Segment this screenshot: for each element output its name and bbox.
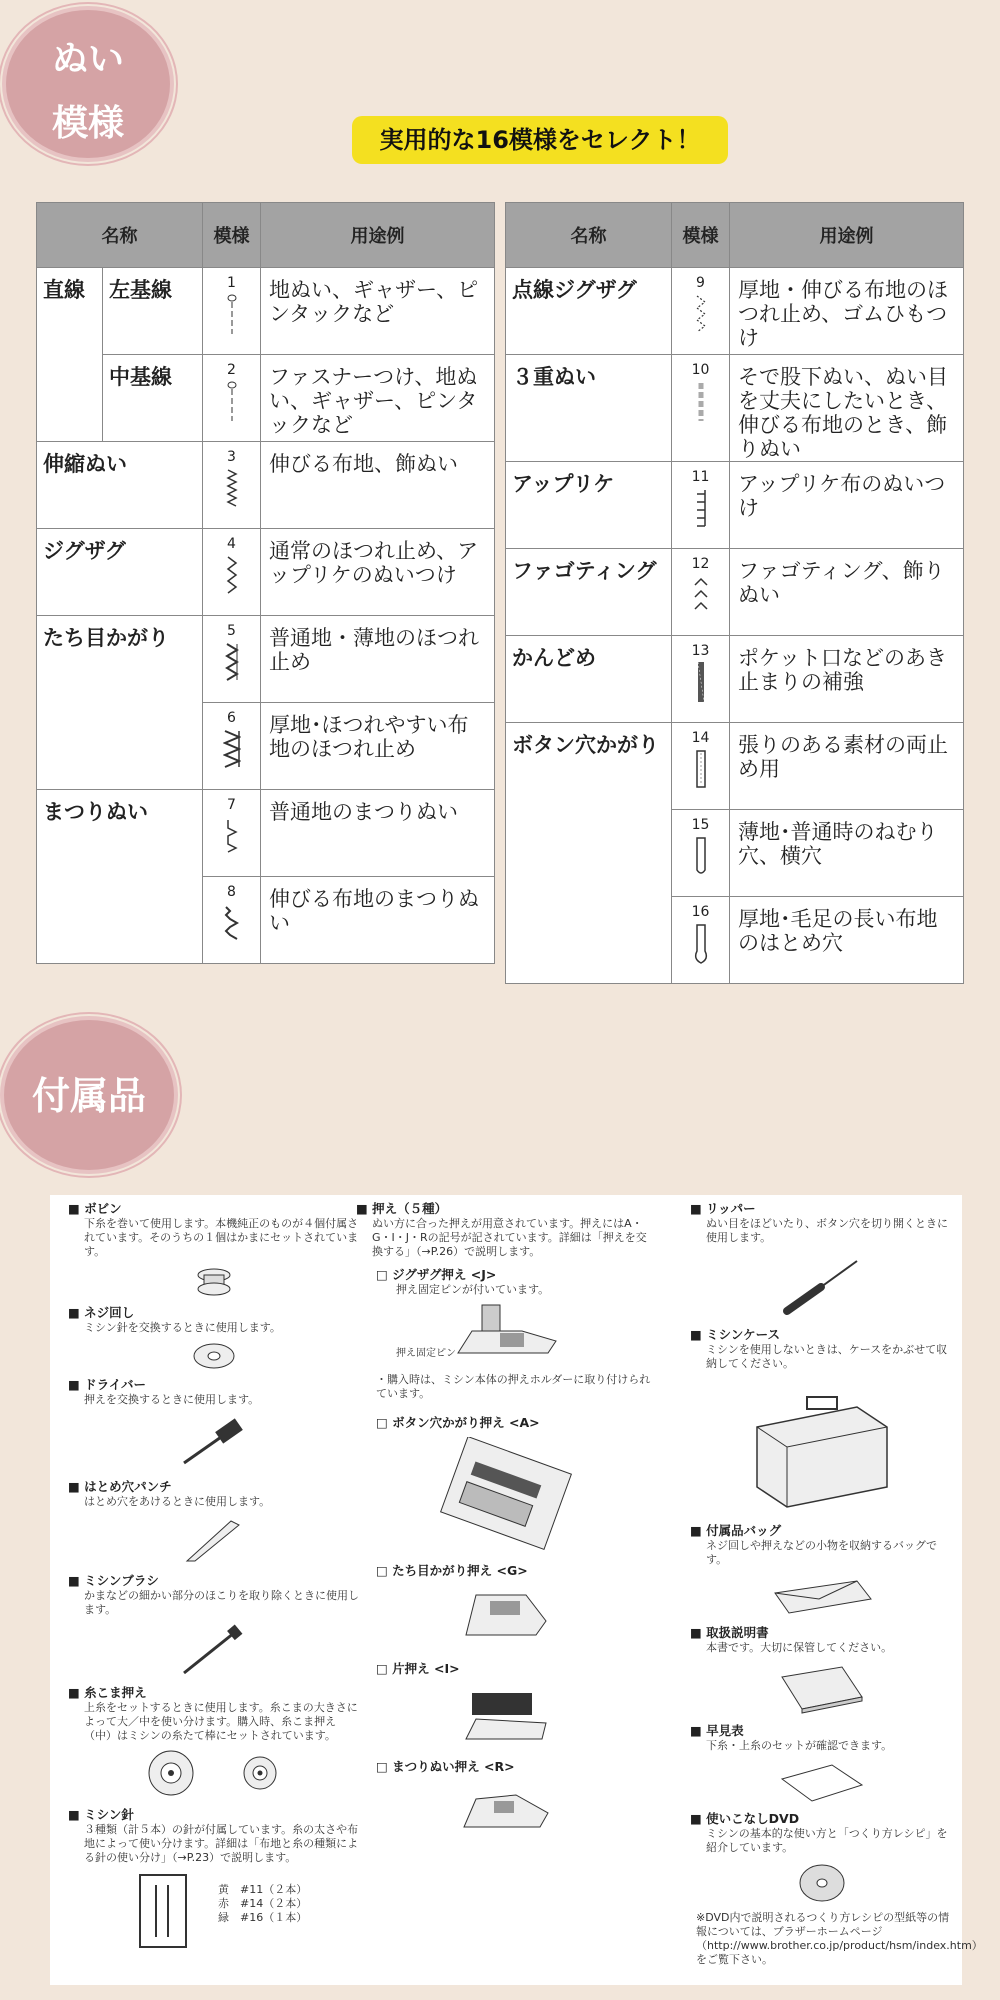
buttonhole-keyhole-icon xyxy=(693,921,709,965)
needle-pack-icon xyxy=(138,1873,188,1949)
section-badge-accessories xyxy=(4,1020,174,1170)
screwdriver-icon xyxy=(174,1413,254,1473)
accessory-text: 下糸を巻いて使用します。本機純正のものが４個付属されています。そのうちの１個はかまにセットされています。 xyxy=(84,1217,359,1258)
pattern-number: 6 xyxy=(227,710,236,726)
bartack-stitch-icon xyxy=(694,660,708,704)
use-text: ファスナーつけ、地ぬい、ギャザー、ピンタックなど xyxy=(261,355,495,442)
accessory-text: 本書です。大切に保管してください。 xyxy=(706,1641,893,1654)
pattern-cell xyxy=(203,268,261,355)
pattern-number: 4 xyxy=(227,536,236,552)
table-row xyxy=(37,268,495,355)
accessory-title: ■ 押え（５種） xyxy=(356,1201,656,1217)
banner: 実用的な16模様をセレクト！ xyxy=(352,116,728,164)
stitch-name: 点線ジグザグ xyxy=(506,268,672,355)
table-row xyxy=(506,549,964,636)
accessory-title: ■ 糸こま押え xyxy=(68,1685,360,1701)
zigzag-foot-icon xyxy=(452,1301,562,1365)
use-text: 地ぬい、ギャザー、ピンタックなど xyxy=(261,268,495,355)
accessory-text: 上糸をセットするときに使用します。糸こまの大きさによって大／中を使い分けます。購入時、糸こま押え（中）はミシンの糸たて棒にセットされています。 xyxy=(84,1701,358,1742)
foot-text: 押え固定ピンが付いています。 xyxy=(396,1283,550,1296)
accessory-text: ぬい目をほどいたり、ボタン穴を切り開くときに使用します。 xyxy=(706,1217,948,1244)
table-row xyxy=(37,529,495,616)
use-text: 伸びる布地、飾ぬい xyxy=(261,442,495,529)
accessory-title: ■ ボビン xyxy=(68,1201,360,1217)
pattern-number: 8 xyxy=(227,884,236,900)
seam-ripper-icon xyxy=(767,1251,877,1321)
foot-title: □ ボタン穴かがり押え <A> xyxy=(376,1415,656,1431)
stitch-name: 中基線 xyxy=(103,355,203,442)
stitch-name: 伸縮ぬい xyxy=(37,442,203,529)
table-row xyxy=(506,355,964,462)
table-row xyxy=(37,355,495,442)
pin-label: 押え固定ピン xyxy=(396,1348,456,1359)
header-use: 用途例 xyxy=(261,203,495,268)
tricot-stitch-icon xyxy=(694,292,708,336)
straight-stitch-icon xyxy=(225,292,239,336)
needle-block xyxy=(68,1871,360,1951)
header-pattern: 模様 xyxy=(672,203,730,268)
pattern-number: 14 xyxy=(691,730,710,746)
pattern-number: 10 xyxy=(691,362,710,378)
stitch-table-left xyxy=(36,202,495,964)
stitch-table-right xyxy=(505,202,964,984)
header-use: 用途例 xyxy=(730,203,964,268)
bobbin-icon xyxy=(194,1265,234,1299)
accessories-column-2 xyxy=(356,1201,656,1847)
use-text: そで股下ぬい、ぬい目を丈夫にしたいとき、伸びる布地のとき、飾りぬい xyxy=(730,355,964,462)
buttonhole-round-icon xyxy=(694,834,708,878)
accessory-text: ミシンの基本的な使い方と「つくり方レシピ」を紹介しています。 xyxy=(706,1827,948,1854)
use-text: 普通地のまつりぬい xyxy=(261,790,495,877)
accessory-text: 下糸・上糸のセットが確認できます。 xyxy=(706,1739,893,1752)
stretch-blind-hem-stitch-icon xyxy=(223,901,241,945)
accessory-title: ■ 早見表 xyxy=(690,1723,954,1739)
pattern-cell xyxy=(672,723,730,810)
pattern-cell xyxy=(672,268,730,355)
needle-item: 赤 #14（２本） xyxy=(218,1897,308,1910)
accessory-title: ■ ミシン針 xyxy=(68,1807,360,1823)
eyelet-punch-icon xyxy=(179,1515,249,1567)
use-text: 厚地･毛足の長い布地のはとめ穴 xyxy=(730,897,964,984)
quick-reference-icon xyxy=(772,1759,872,1805)
sewing-machine-case-icon xyxy=(737,1377,907,1517)
badge-line1: ぬい xyxy=(51,39,124,80)
header-name: 名称 xyxy=(37,203,203,268)
table-row xyxy=(37,790,495,877)
stitch-name: かんどめ xyxy=(506,636,672,723)
pattern-cell xyxy=(203,355,261,442)
accessory-text: ミシンを使用しないときは、ケースをかぶせて収納してください。 xyxy=(706,1343,948,1370)
accessory-title: ■ ネジ回し xyxy=(68,1305,360,1321)
brush-icon xyxy=(174,1623,254,1679)
pattern-cell xyxy=(672,462,730,549)
accessory-text: かまなどの細かい部分のほこりを取り除くときに使用します。 xyxy=(84,1589,359,1616)
needle-list xyxy=(218,1883,307,1925)
pattern-cell xyxy=(203,790,261,877)
stitch-name: ３重ぬい xyxy=(506,355,672,462)
badge-label: 付属品 xyxy=(31,1074,146,1118)
stitch-name: 左基線 xyxy=(103,268,203,355)
table-row xyxy=(506,723,964,810)
pattern-number: 1 xyxy=(227,275,236,291)
pattern-cell xyxy=(672,355,730,462)
use-text: 張りのある素材の両止め用 xyxy=(730,723,964,810)
pattern-number: 15 xyxy=(691,817,710,833)
foot-note: ・購入時は、ミシン本体の押えホルダーに取り付けられています。 xyxy=(376,1373,651,1400)
use-text: 厚地・伸びる布地のほつれ止め、ゴムひもつけ xyxy=(730,268,964,355)
pattern-cell xyxy=(203,703,261,790)
pattern-number: 11 xyxy=(691,469,710,485)
table-row xyxy=(506,462,964,549)
header-name: 名称 xyxy=(506,203,672,268)
foot-title: □ たち目かがり押え <G> xyxy=(376,1563,656,1579)
use-text: 伸びる布地のまつりぬい xyxy=(261,877,495,964)
pattern-cell xyxy=(203,529,261,616)
needle-item: 黄 #11（２本） xyxy=(218,1883,308,1896)
accessory-text: はとめ穴をあけるときに使用します。 xyxy=(84,1495,271,1508)
dvd-icon xyxy=(797,1861,847,1905)
stretch-stitch-icon xyxy=(225,466,239,510)
foot-title: □ ジグザグ押え <J> xyxy=(376,1267,656,1283)
table-row xyxy=(37,616,495,703)
accessory-title: ■ リッパー xyxy=(690,1201,954,1217)
pattern-number: 5 xyxy=(227,623,236,639)
pattern-cell xyxy=(203,877,261,964)
pattern-number: 2 xyxy=(227,362,236,378)
spool-caps xyxy=(68,1747,360,1803)
pattern-number: 12 xyxy=(691,556,710,572)
spool-cap-medium-icon xyxy=(235,1747,285,1799)
accessory-text: ミシン針を交換するときに使用します。 xyxy=(84,1321,281,1334)
stitch-name: ジグザグ xyxy=(37,529,203,616)
needle-item: 緑 #16（１本） xyxy=(218,1911,308,1924)
pattern-cell xyxy=(672,549,730,636)
fagoting-stitch-icon xyxy=(693,573,709,617)
dvd-note: ※DVD内で説明されるつくり方レシピの型紙等の情報については、ブラザーホームページ（http://www.brother.co.jp/product/hsm/index.htm）をご覧下さい。 xyxy=(696,1911,983,1966)
pattern-number: 3 xyxy=(227,449,236,465)
use-text: 厚地･ほつれやすい布地のほつれ止め xyxy=(261,703,495,790)
accessories-panel xyxy=(50,1195,983,1985)
overcast-stitch-icon xyxy=(224,640,240,684)
accessory-text: ネジ回しや押えなどの小物を収納するバッグです。 xyxy=(706,1539,937,1566)
accessory-title: ■ ドライバー xyxy=(68,1377,360,1393)
accessory-title: ■ ミシンケース xyxy=(690,1327,954,1343)
foot-title: □ 片押え <I> xyxy=(376,1661,656,1677)
pattern-cell xyxy=(203,616,261,703)
table-row xyxy=(506,268,964,355)
table-row xyxy=(37,442,495,529)
spool-cap-large-icon xyxy=(143,1747,199,1799)
stitch-name: アップリケ xyxy=(506,462,672,549)
accessory-bag-icon xyxy=(767,1573,877,1619)
accessory-title: ■ はとめ穴パンチ xyxy=(68,1479,360,1495)
accessory-text: 押えを交換するときに使用します。 xyxy=(84,1393,260,1406)
stitch-name: たち目かがり xyxy=(37,616,203,790)
manual-icon xyxy=(772,1661,872,1717)
pattern-number: 16 xyxy=(691,904,710,920)
accessories-column-3 xyxy=(690,1201,983,1967)
accessory-text: ぬい方に合った押えが用意されています。押えにはA・G・I・J・Rの記号が記されています。詳細は「押えを交換する」（→P.26）で説明します。 xyxy=(372,1217,647,1258)
table-row xyxy=(506,636,964,723)
zipper-foot-icon xyxy=(456,1683,556,1753)
use-text: 普通地・薄地のほつれ止め xyxy=(261,616,495,703)
blind-hem-stitch-icon xyxy=(224,814,240,858)
applique-stitch-icon xyxy=(694,486,708,530)
overcast-heavy-stitch-icon xyxy=(223,727,241,771)
buttonhole-foot-icon xyxy=(431,1437,581,1557)
accessory-title: ■ 取扱説明書 xyxy=(690,1625,954,1641)
center-stitch-icon xyxy=(225,379,239,423)
accessory-title: ■ ミシンブラシ xyxy=(68,1573,360,1589)
pattern-cell xyxy=(672,636,730,723)
overcast-foot-icon xyxy=(456,1585,556,1655)
triple-stitch-icon xyxy=(694,379,708,423)
stitch-group-name: 直線 xyxy=(37,268,103,442)
use-text: アップリケ布のぬいつけ xyxy=(730,462,964,549)
pattern-number: 13 xyxy=(691,643,710,659)
use-text: 通常のほつれ止め、アップリケのぬいつけ xyxy=(261,529,495,616)
accessory-title: ■ 付属品バッグ xyxy=(690,1523,954,1539)
zigzag-stitch-icon xyxy=(225,553,239,597)
accessories-column-1 xyxy=(68,1201,360,1951)
use-text: ファゴティング、飾りぬい xyxy=(730,549,964,636)
blind-hem-foot-icon xyxy=(456,1781,556,1841)
stitch-name: ボタン穴かがり xyxy=(506,723,672,984)
use-text: 薄地･普通時のねむり穴、横穴 xyxy=(730,810,964,897)
pattern-number: 7 xyxy=(227,797,236,813)
stitch-name: ファゴティング xyxy=(506,549,672,636)
pattern-cell xyxy=(672,810,730,897)
stitch-name: まつりぬい xyxy=(37,790,203,964)
header-pattern: 模様 xyxy=(203,203,261,268)
badge-line2: 模様 xyxy=(51,103,124,144)
foot-title: □ まつりぬい押え <R> xyxy=(376,1759,656,1775)
section-badge-stitches xyxy=(6,10,170,158)
accessory-title: ■ 使いこなしDVD xyxy=(690,1811,954,1827)
pattern-cell xyxy=(672,897,730,984)
use-text: ポケット口などのあき止まりの補強 xyxy=(730,636,964,723)
buttonhole-square-icon xyxy=(694,747,708,791)
foot-j-figure xyxy=(356,1297,656,1373)
pattern-number: 9 xyxy=(696,275,705,291)
accessory-text: ３種類（計５本）の針が付属しています。糸の太さや布地によって使い分けます。詳細は「布地と糸の種類による針の使い分け」（→P.23）で説明します。 xyxy=(84,1823,359,1864)
disc-screwdriver-icon xyxy=(192,1341,236,1371)
pattern-cell xyxy=(203,442,261,529)
